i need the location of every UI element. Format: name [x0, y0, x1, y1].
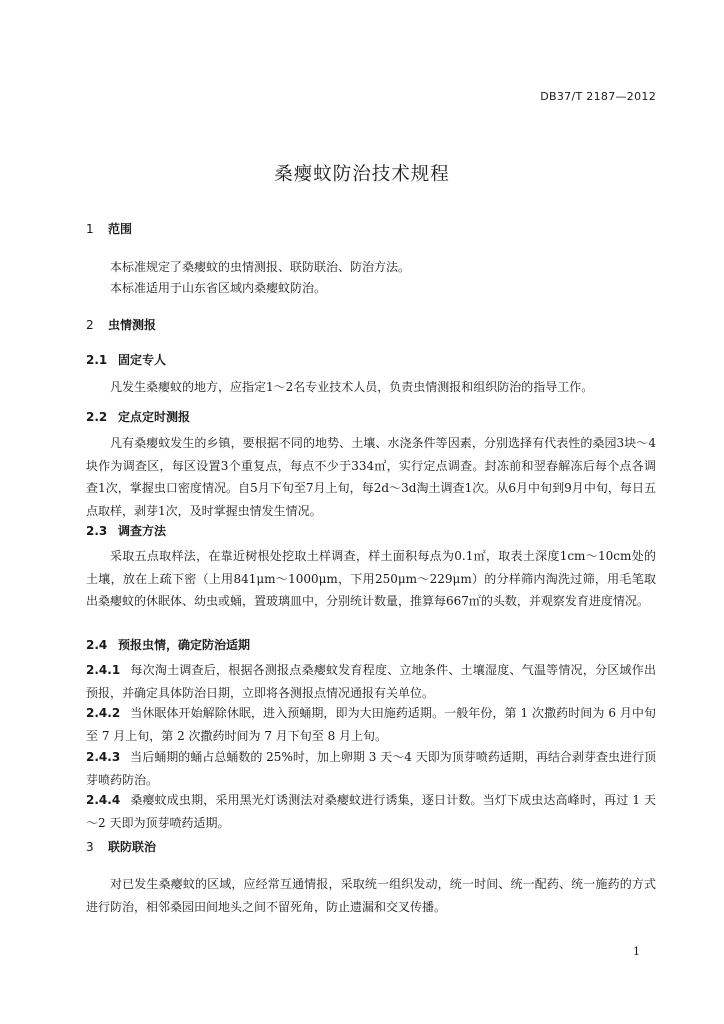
section-title: 联防联治 — [108, 840, 157, 854]
section-heading-joint-control — [86, 838, 156, 855]
clause-2-4-3 — [86, 746, 656, 791]
clause-2-4-4 — [86, 789, 656, 834]
subsection-heading-2-4 — [86, 636, 250, 653]
section-heading-monitoring — [86, 316, 156, 333]
subsection-title: 预报虫情，确定防治适期 — [118, 638, 251, 652]
subsection-number: 2.2 — [86, 410, 108, 424]
section-heading-scope — [86, 220, 132, 237]
subsection-heading-2-1 — [86, 351, 166, 368]
paragraph: 本标准规定了桑瘿蚊的虫情测报、联防联治、防治方法。 — [110, 260, 411, 274]
clause-text: 当休眠体开始解除休眠，进入预蛹期，即为大田施药适期。一般年份，第 1 次撒药时间为 6 月中旬至 7 月上旬，第 2 次撒药时间为 7 月下旬至 8 月上旬。 — [86, 706, 656, 743]
subsection-number: 2.1 — [86, 353, 108, 367]
paragraph: 凡发生桑瘿蚊的地方，应指定1～2名专业技术人员，负责虫情测报和组织防治的指导工作。 — [110, 380, 594, 394]
clause-number: 2.4.1 — [86, 663, 121, 677]
subsection-heading-2-2 — [86, 408, 190, 425]
clause-number: 2.4.4 — [86, 793, 121, 807]
subsection-title: 固定专人 — [118, 353, 167, 367]
paragraph: 凡有桑瘿蚊发生的乡镇，要根据不同的地势、土壤、水浇条件等因素，分别选择有代表性的桑园3块～4块作为调查区，每区设置3个重复点，每点不少于334㎡，实行定点调查。封冻前和翌春解冻后每个点各调查1次，掌握虫口密度情况。自5月下旬至7月上旬，每2d～3d淘土调查1次。从6月中旬到9月中旬，每日五点取样，剥芽1次，及时掌握虫情发生情况。 — [86, 436, 656, 518]
clause-number: 2.4.3 — [86, 750, 121, 764]
paragraph: 对已发生桑瘿蚊的区域，应经常互通情报，采取统一组织发动，统一时间、统一配药、统一施药的方式进行防治，相邻桑园田间地头之间不留死角，防止遗漏和交叉传播。 — [86, 877, 656, 914]
clause-text: 当后蛹期的蛹占总蛹数的 25%时，加上卵期 3 天～4 天即为顶芽喷药适期，再结合剥芽查虫进行顶芽喷药防治。 — [86, 750, 656, 787]
document-title: 桑瘿蚊防治技术规程 — [274, 164, 450, 185]
section-number: 3 — [86, 840, 94, 854]
subsection-title: 定点定时测报 — [118, 410, 191, 424]
section-number: 2 — [86, 318, 94, 332]
clause-2-4-2 — [86, 702, 656, 747]
section-number: 1 — [86, 222, 94, 236]
paragraph: 本标准适用于山东省区域内桑瘿蚊防治。 — [110, 281, 327, 295]
subsection-number: 2.3 — [86, 524, 108, 538]
subsection-number: 2.4 — [86, 638, 108, 652]
clause-number: 2.4.2 — [86, 706, 121, 720]
section-title: 范围 — [108, 222, 133, 236]
clause-text: 桑瘿蚊成虫期，采用黑光灯诱测法对桑瘿蚊进行诱集，逐日计数。当灯下成虫达高峰时，再过 1 天～2 天即为顶芽喷药适期。 — [86, 793, 656, 830]
clause-text: 每次淘土调查后，根据各测报点桑瘿蚊发育程度、立地条件、土壤湿度、气温等情况，分区域作出预报，并确定具体防治日期，立即将各测报点情况通报有关单位。 — [86, 663, 656, 700]
standard-code: DB37/T 2187—2012 — [540, 90, 656, 103]
paragraph: 采取五点取样法，在靠近树根处挖取土样调查，样土面积每点为0.1㎡，取表土深度1cm～10cm处的土壤，放在上疏下密（上用841μm～1000μm，下用250μm～229μm）的分样筛内淘洗过筛，用毛笔取出桑瘿蚊的休眠体、幼虫或蛹，置玻璃皿中，分别统计数量，推算每667㎡的头数，并观察发育进度情况。 — [86, 549, 656, 608]
subsection-title: 调查方法 — [118, 524, 167, 538]
subsection-heading-2-3 — [86, 522, 166, 539]
page-number: 1 — [633, 945, 640, 958]
clause-2-4-1 — [86, 659, 656, 704]
section-title: 虫情测报 — [108, 318, 157, 332]
